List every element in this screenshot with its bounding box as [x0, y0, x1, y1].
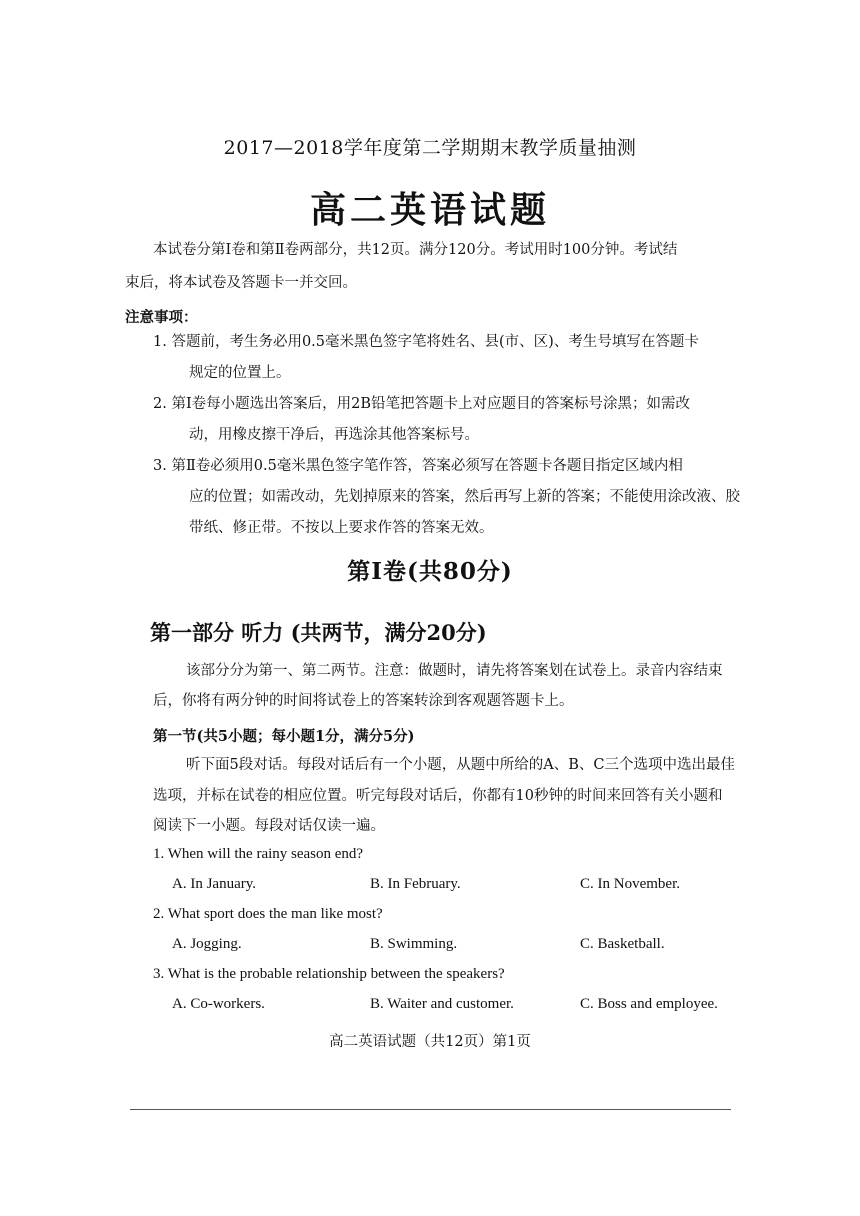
note-3-line-3: 带纸、修正带。不按以上要求作答的答案无效。 [189, 520, 494, 536]
section-line-1: 听下面5段对话。每段对话后有一个小题，从题中所给的A、B、C三个选项中选出最佳 [186, 757, 735, 773]
question-1-option-b: B. In February. [370, 876, 461, 892]
intro-line-2: 束后，将本试卷及答题卡一并交回。 [125, 275, 357, 291]
page-footer: 高二英语试题（共12页）第1页 [329, 1034, 531, 1050]
section-heading: 第一节(共5小题；每小题1分，满分5分) [153, 728, 415, 745]
question-3: 3. What is the probable relationship between the speakers? [153, 966, 505, 982]
notes-heading: 注意事项： [125, 309, 198, 326]
question-3-option-b: B. Waiter and customer. [370, 996, 514, 1012]
question-3-option-c: C. Boss and employee. [580, 996, 718, 1012]
part-title: 第一部分 听力 (共两节，满分20分) [150, 620, 487, 645]
part-intro-line-2: 后，你将有两分钟的时间将试卷上的答案转涂到客观题答题卡上。 [153, 693, 574, 709]
section-line-2: 选项，并标在试卷的相应位置。听完每段对话后，你都有10秒钟的时间来回答有关小题和 [153, 788, 723, 804]
question-2: 2. What sport does the man like most? [153, 906, 383, 922]
page-title: 高二英语试题 [309, 189, 550, 231]
question-1: 1. When will the rainy season end? [153, 846, 364, 862]
question-1-option-a: A. In January. [172, 876, 257, 892]
note-1-line-1: 1. 答题前，考生务必用0.5毫米黑色签字笔将姓名、县(市、区)、考生号填写在答题卡 [153, 334, 699, 350]
intro-line-1: 本试卷分第Ⅰ卷和第Ⅱ卷两部分，共12页。满分120分。考试用时100分钟。考试结 [153, 242, 678, 258]
note-1-line-2: 规定的位置上。 [189, 365, 291, 381]
part-intro-line-1: 该部分分为第一、第二两节。注意：做题时，请先将答案划在试卷上。录音内容结束 [186, 663, 723, 679]
note-3-line-1: 3. 第Ⅱ卷必须用0.5毫米黑色签字笔作答，答案必须写在答题卡各题目指定区域内相 [153, 458, 683, 474]
question-3-option-a: A. Co-workers. [172, 996, 265, 1012]
exam-subtitle: 2017—2018学年度第二学期期末教学质量抽测 [223, 137, 637, 159]
bottom-divider [130, 1109, 731, 1110]
note-2-line-2: 动，用橡皮擦干净后，再选涂其他答案标号。 [189, 427, 479, 443]
question-2-option-a: A. Jogging. [172, 936, 242, 952]
question-1-option-c: C. In November. [580, 876, 680, 892]
question-2-option-b: B. Swimming. [370, 936, 458, 952]
note-2-line-1: 2. 第Ⅰ卷每小题选出答案后，用2B铅笔把答题卡上对应题目的答案标号涂黑；如需改 [153, 396, 691, 412]
question-2-option-c: C. Basketball. [580, 936, 665, 952]
volume-title: 第Ⅰ卷(共80分) [347, 558, 513, 585]
note-3-line-2: 应的位置；如需改动，先划掉原来的答案，然后再写上新的答案；不能使用涂改液、胶 [189, 489, 740, 505]
section-line-3: 阅读下一小题。每段对话仅读一遍。 [153, 818, 385, 834]
